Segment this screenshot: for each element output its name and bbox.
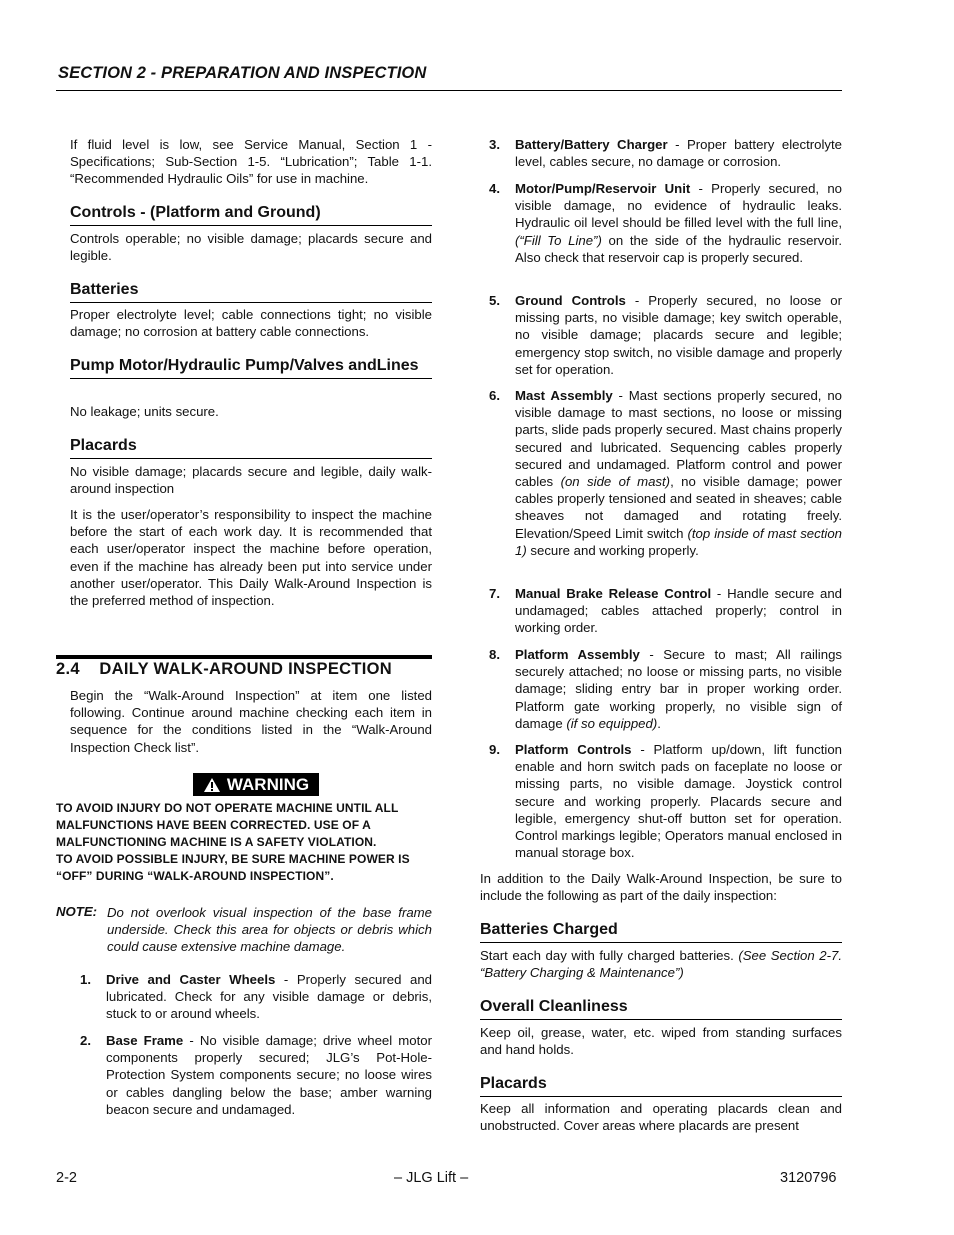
list-item-text: on the side of the hydraulic reservoir. Also check that reservoir cap is properly secured.	[515, 232, 842, 265]
list-item-title: Platform Assembly	[515, 647, 640, 662]
list-item-italic: (top inside of mast section 1)	[515, 525, 842, 558]
batteries-charged-text	[480, 947, 842, 981]
batteries-charged-reference: (See Section 2-7. “Battery Charging & Maintenance”)	[480, 948, 842, 981]
list-item-italic: (“Fill To Line”)	[515, 232, 602, 248]
cleanliness-text: Keep oil, grease, water, etc. wiped from standing surfaces and hand holds.	[480, 1025, 842, 1058]
list-item-number: 4.	[489, 181, 500, 196]
list-item-number: 3.	[489, 137, 500, 152]
list-item	[515, 292, 842, 378]
list-item-text: - Secure to mast; All railings securely attached; no loose or missing parts, no visible damage; sliding entry bar in proper working order. Platform gate working properly, no visible sign of damage	[515, 647, 842, 731]
list-item-text: - Properly secured and lubricated. Check for any visible damage or debris, stuck to or around wheels.	[106, 972, 432, 1022]
batteries-heading: Batteries	[70, 279, 432, 303]
list-item-italic: (if so equipped)	[566, 715, 658, 731]
list-item-number: 9.	[489, 742, 500, 757]
list-item	[106, 971, 432, 1023]
list-item	[515, 180, 842, 266]
section-title: DAILY WALK-AROUND INSPECTION	[99, 660, 392, 678]
list-item-title: Platform Controls	[515, 742, 632, 757]
right-placards-text: Keep all information and operating placards clean and unobstructed. Cover areas where placards are present	[480, 1101, 842, 1134]
list-item-number: 7.	[489, 586, 500, 601]
section-intro: Begin the “Walk-Around Inspection” at item one listed following. Continue around machine checking each item in sequence for the conditions listed in the “Walk-Around Inspection Check list”.	[70, 688, 432, 755]
header-rule	[56, 90, 842, 91]
warning-text-2: TO AVOID POSSIBLE INJURY, BE SURE MACHINE POWER IS “OFF” DURING “WALK-AROUND INSPECTION”.	[56, 852, 410, 884]
page-number: 2-2	[56, 1170, 77, 1186]
list-item-text: .	[657, 715, 661, 731]
list-item-number: 1.	[80, 972, 91, 987]
after-items-paragraph: In addition to the Daily Walk-Around Inspection, be sure to include the following as part of the daily inspection:	[480, 871, 842, 904]
list-item-text: - Platform up/down, lift function enable and horn switch pads on faceplate no loose or missing parts, no visible damage. Joystick control secure and working properly. Placards secure and legible, emergency shut-off button set for operation. Control markings legible; Operators manual enclosed in manual storage box.	[515, 742, 842, 861]
controls-text: Controls operable; no visible damage; placards secure and legible.	[70, 231, 432, 264]
list-item-italic: (on side of mast)	[560, 474, 671, 490]
list-item	[515, 136, 842, 170]
pump-heading: Pump Motor/Hydraulic Pump/Valves andLines	[70, 355, 432, 379]
warning-badge	[193, 773, 319, 796]
pump-text: No leakage; units secure.	[70, 404, 219, 419]
controls-heading: Controls - (Platform and Ground)	[70, 202, 432, 226]
list-item-text: - Mast sections properly secured, no visible damage to mast sections, no loose or missing parts, slide pads properly secured. Mast chains properly secured and lubricated. Sequencing cables properly secured and undamaged. Platform control and power cables	[515, 388, 842, 490]
list-item-text: - Proper battery electrolyte level, cables secure, no damage or corrosion.	[515, 137, 842, 170]
list-item-title: Motor/Pump/Reservoir Unit	[515, 181, 691, 196]
right-placards-heading: Placards	[480, 1073, 842, 1097]
list-item-title: Drive and Caster Wheels	[106, 972, 276, 987]
batteries-charged-plain: Start each day with fully charged batteries.	[480, 948, 739, 963]
list-item	[515, 741, 842, 861]
list-item-title: Manual Brake Release Control	[515, 586, 712, 601]
section-header: SECTION 2 - PREPARATION AND INSPECTION	[58, 64, 427, 82]
responsibility-paragraph: It is the user/operator’s responsibility to inspect the machine before the start of each work day. It is recommended that each user/operator inspect the machine before operation, even if the machine has already been put into service under another user/operator. This Daily Walk-Around Inspection is the preferred method of inspection.	[70, 507, 432, 609]
cleanliness-heading: Overall Cleanliness	[480, 996, 842, 1020]
footer-center: – JLG Lift –	[394, 1170, 469, 1186]
placards-heading: Placards	[70, 435, 432, 459]
intro-paragraph: If fluid level is low, see Service Manual, Section 1 - Specifications; Sub-Section 1-5. “Lubrication”; Table 1-1. “Recommended Hydraulic Oils” for use in machine.	[70, 137, 432, 187]
list-item-text: - No visible damage; drive wheel motor components properly secured; JLG’s Pot-Hole-Protection System components secure; no loose wires or cables dangling below the base; amber warning beacon secure and undamaged.	[106, 1033, 432, 1117]
list-item-title: Battery/Battery Charger	[515, 137, 668, 152]
list-item-text: - Handle secure and undamaged; cables attached properly; control in working order.	[515, 586, 842, 636]
list-item-number: 5.	[489, 293, 500, 308]
warning-triangle-icon	[203, 777, 221, 793]
section-number: 2.4	[56, 660, 80, 678]
section-heading	[56, 660, 392, 679]
list-item-number: 8.	[489, 647, 500, 662]
list-item-text: - Properly secured, no loose or missing parts, no visible damage; key switch operable, no visible damage; placards secure and legible; emergency stop switch, no visible damage and properly set for operation.	[515, 293, 842, 377]
list-item-title: Ground Controls	[515, 293, 626, 308]
batteries-text: Proper electrolyte level; cable connections tight; no visible damage; no corrosion at battery cable connections.	[70, 307, 432, 340]
document-number: 3120796	[780, 1170, 837, 1186]
placards-text: No visible damage; placards secure and legible, daily walk-around inspection	[70, 464, 432, 497]
list-item-text: secure and working properly.	[526, 542, 699, 558]
list-item-number: 6.	[489, 388, 500, 403]
warning-text-1: TO AVOID INJURY DO NOT OPERATE MACHINE UNTIL ALL MALFUNCTIONS HAVE BEEN CORRECTED. USE OF A MALFUNCTIONING MACHINE IS A SAFETY VIOLATION.	[56, 801, 399, 850]
section-rule	[56, 655, 432, 659]
warning-label: WARNING	[226, 774, 310, 794]
list-item	[515, 585, 842, 637]
list-item	[515, 646, 842, 732]
note-label: NOTE:	[56, 904, 98, 919]
list-item-text: , no visible damage; power cables properly tensioned and seated in sheaves; cable sheaves not damaged and rotating freely. Elevation/Speed Limit switch	[515, 474, 843, 541]
batteries-charged-heading: Batteries Charged	[480, 919, 842, 943]
list-item-text: - Properly secured, no visible damage, no evidence of hydraulic leaks. Hydraulic oil level should be filled level with the full line,	[515, 181, 842, 231]
list-item-title: Base Frame	[106, 1033, 184, 1048]
list-item	[106, 1032, 432, 1118]
list-item-number: 2.	[80, 1033, 91, 1048]
list-item-title: Mast Assembly	[515, 388, 613, 403]
note-text: Do not overlook visual inspection of the base frame underside. Check this area for objects or debris which could cause extensive machine damage.	[107, 905, 432, 955]
list-item	[515, 387, 842, 559]
